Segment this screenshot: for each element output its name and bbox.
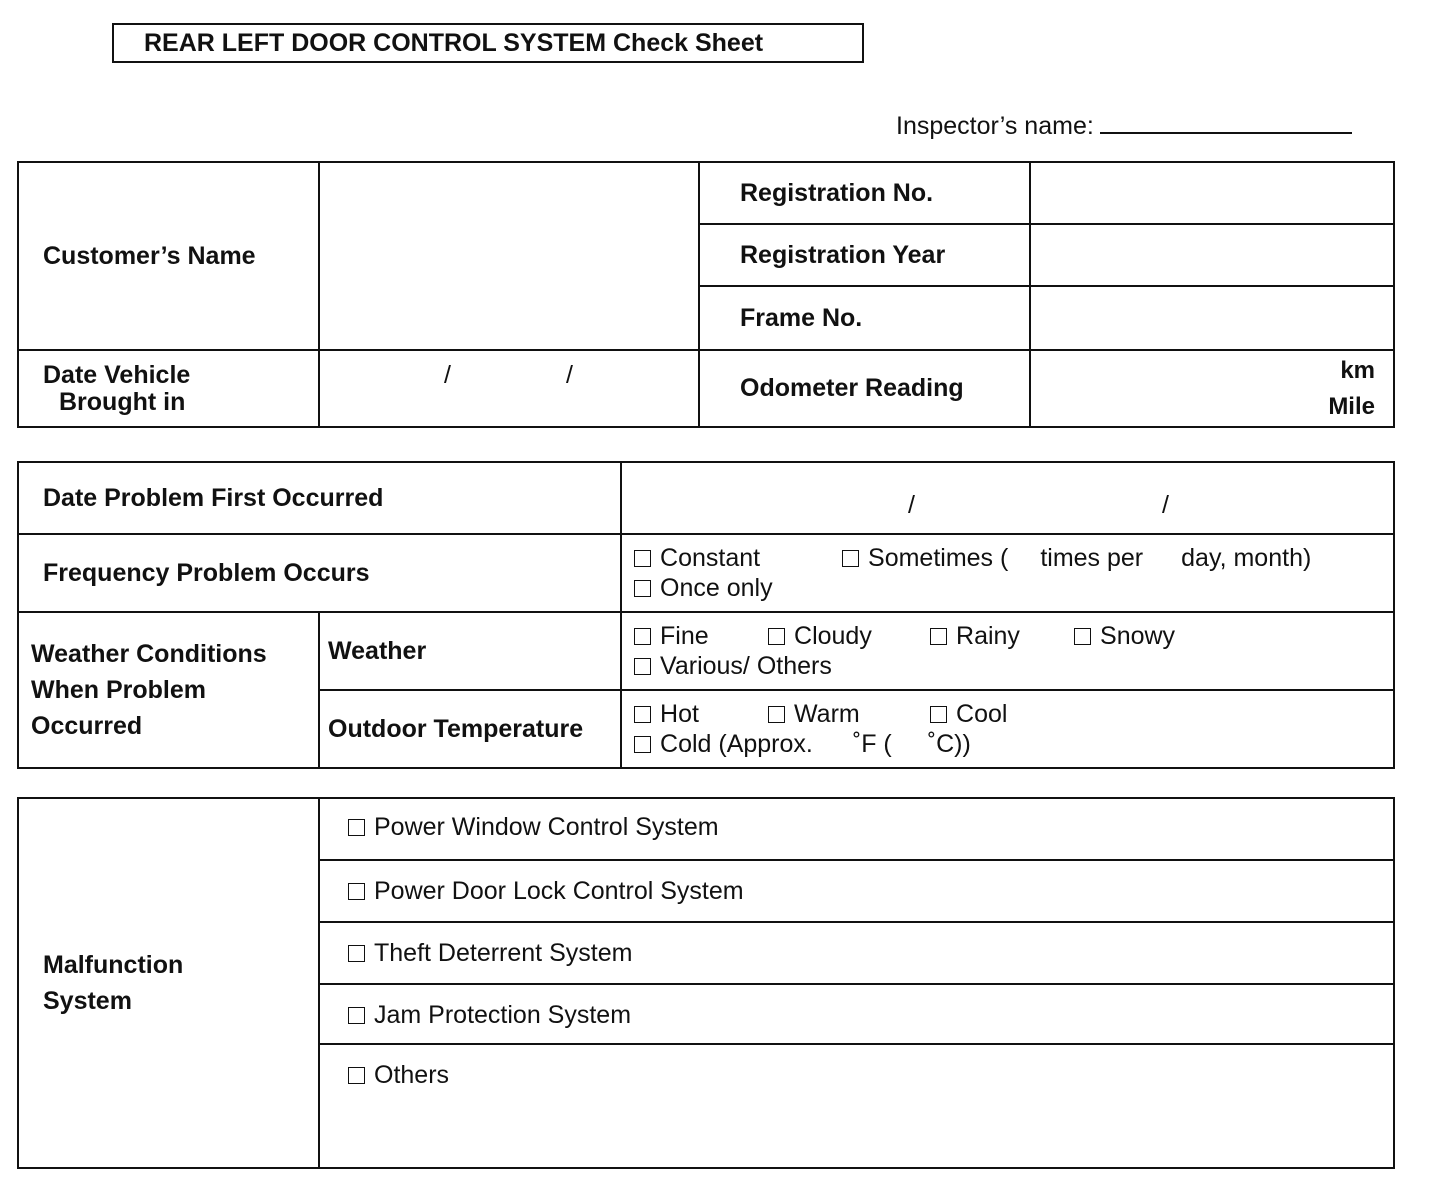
option-hot-label: Hot	[660, 700, 699, 728]
problem-date-separator-1: /	[908, 491, 915, 519]
checkbox[interactable]	[348, 819, 365, 836]
option-sometimes-label: Sometimes (	[868, 544, 1009, 572]
malfunction-item-label: Jam Protection System	[374, 1001, 632, 1029]
day-month-label: day, month)	[1181, 544, 1312, 572]
checkbox[interactable]	[634, 736, 651, 753]
malfunction-item-label: Power Door Lock Control System	[374, 877, 744, 905]
option-snowy-label: Snowy	[1100, 622, 1176, 650]
option-warm-label: Warm	[794, 700, 860, 728]
option-snowy[interactable]	[1074, 621, 1175, 651]
date-separator-2: /	[566, 361, 573, 389]
option-various-label: Various/ Others	[660, 652, 832, 680]
sheet-title: REAR LEFT DOOR CONTROL SYSTEM Check Sheet	[112, 23, 864, 63]
frame-no-label: Frame No.	[699, 286, 1030, 350]
registration-year-label: Registration Year	[699, 224, 1030, 286]
checkbox[interactable]	[930, 628, 947, 645]
weather-label: Weather	[319, 612, 621, 690]
checkbox[interactable]	[634, 550, 651, 567]
date-first-occurred-label: Date Problem First Occurred	[18, 462, 621, 534]
inspector-name-field[interactable]	[896, 110, 1352, 141]
inspector-name-label: Inspector’s name:	[896, 112, 1094, 140]
vehicle-info-table	[17, 161, 1395, 428]
checkbox[interactable]	[634, 658, 651, 675]
date-vehicle-label-line1: Date Vehicle	[43, 360, 191, 389]
checkbox[interactable]	[768, 706, 785, 723]
option-cold-label: Cold (Approx.	[660, 730, 813, 758]
checkbox[interactable]	[768, 628, 785, 645]
registration-no-label: Registration No.	[699, 162, 1030, 224]
option-once-only-label: Once only	[660, 574, 773, 602]
checkbox[interactable]	[634, 628, 651, 645]
checkbox[interactable]	[348, 1007, 365, 1024]
malfunction-item-power-window[interactable]	[319, 798, 1394, 860]
checkbox[interactable]	[634, 580, 651, 597]
malfunction-label-line2: System	[43, 987, 132, 1015]
malfunction-item-label: Theft Deterrent System	[374, 939, 633, 967]
checkbox[interactable]	[1074, 628, 1091, 645]
option-rainy-label: Rainy	[956, 622, 1020, 650]
malfunction-item-jam-protection[interactable]	[319, 984, 1394, 1044]
option-constant[interactable]	[634, 543, 842, 573]
malfunction-item-power-door-lock[interactable]	[319, 860, 1394, 922]
registration-year-input[interactable]	[1030, 224, 1394, 286]
malfunction-system-label	[18, 798, 319, 1168]
frame-no-input[interactable]	[1030, 286, 1394, 350]
odometer-input[interactable]	[1030, 350, 1394, 427]
weather-conditions-line1: Weather Conditions	[31, 640, 267, 668]
degree-c-label: ˚C))	[927, 730, 971, 758]
checkbox[interactable]	[348, 883, 365, 900]
malfunction-item-others[interactable]	[319, 1044, 1394, 1168]
malfunction-system-table	[17, 797, 1395, 1169]
weather-conditions-label	[18, 612, 319, 768]
unit-mile: Mile	[1328, 392, 1375, 420]
checkbox[interactable]	[634, 706, 651, 723]
outdoor-temperature-label: Outdoor Temperature	[319, 690, 621, 768]
odometer-label: Odometer Reading	[699, 350, 1030, 427]
unit-km: km	[1340, 356, 1375, 384]
temperature-options	[621, 690, 1394, 768]
option-sometimes[interactable]	[842, 543, 1311, 573]
weather-options	[621, 612, 1394, 690]
problem-info-table	[17, 461, 1395, 769]
malfunction-item-theft-deterrent[interactable]	[319, 922, 1394, 984]
frequency-label: Frequency Problem Occurs	[18, 534, 621, 612]
option-fine[interactable]	[634, 621, 768, 651]
checkbox[interactable]	[348, 1067, 365, 1084]
option-cold[interactable]	[634, 729, 971, 759]
option-cool-label: Cool	[956, 700, 1008, 728]
registration-no-input[interactable]	[1030, 162, 1394, 224]
date-separator-1: /	[444, 361, 451, 389]
problem-date-separator-2: /	[1162, 491, 1169, 519]
checkbox[interactable]	[842, 550, 859, 567]
weather-conditions-line2: When Problem	[31, 676, 207, 704]
times-per-label: times per	[1040, 544, 1144, 572]
option-cloudy[interactable]	[768, 621, 930, 651]
option-constant-label: Constant	[660, 544, 761, 572]
date-vehicle-brought-label	[18, 350, 319, 427]
option-hot[interactable]	[634, 699, 768, 729]
option-cloudy-label: Cloudy	[794, 622, 872, 650]
option-warm[interactable]	[768, 699, 930, 729]
option-fine-label: Fine	[660, 622, 709, 650]
option-cool[interactable]	[930, 699, 1007, 729]
weather-conditions-line3: Occurred	[31, 712, 143, 740]
option-once-only[interactable]	[634, 573, 773, 603]
date-first-occurred-input[interactable]	[621, 462, 1394, 534]
checkbox[interactable]	[930, 706, 947, 723]
date-vehicle-brought-input[interactable]	[319, 350, 699, 427]
malfunction-item-label: Power Window Control System	[374, 813, 719, 841]
frequency-options	[621, 534, 1394, 612]
inspector-name-line[interactable]	[1100, 110, 1352, 134]
date-vehicle-label-line2: Brought in	[59, 387, 186, 416]
customer-name-input[interactable]	[319, 162, 699, 350]
option-rainy[interactable]	[930, 621, 1074, 651]
checkbox[interactable]	[348, 945, 365, 962]
degree-f-label: ˚F (	[852, 730, 892, 758]
option-various-others[interactable]	[634, 651, 832, 681]
malfunction-label-line1: Malfunction	[43, 951, 184, 979]
malfunction-item-label: Others	[374, 1061, 450, 1089]
customer-name-label: Customer’s Name	[18, 162, 319, 350]
